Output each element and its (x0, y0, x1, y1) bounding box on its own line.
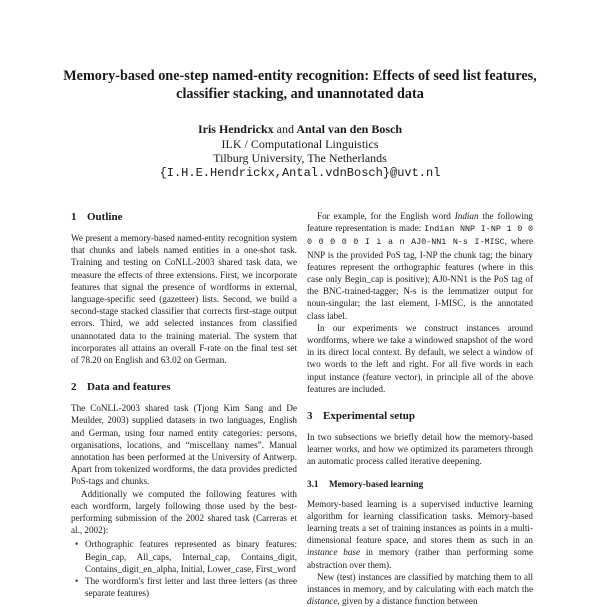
section-1-heading: 1 Outline (71, 211, 123, 223)
author-block (60, 122, 540, 180)
section-3-paragraph: In two subsections we briefly detail how the memory-based learner works, and how we optimized its parameters through an automatic process called iterative deepening. (307, 432, 533, 467)
section-3-heading: 3 Experimental setup (307, 410, 415, 423)
right-column (307, 210, 533, 607)
section-2-heading: 2 Data and features (71, 381, 171, 394)
author-and: and (276, 122, 294, 136)
affiliation-2: Tilburg University, The Netherlands (213, 151, 387, 165)
left-column (71, 210, 297, 599)
author-2: Antal van den Bosch (296, 122, 403, 136)
feature-bullet-2: • The wordform's first letter and last three letters (as three separate features) (85, 575, 297, 599)
author-email: {I.H.E.Hendrickx,Antal.vdnBosch}@uvt.nl (159, 165, 441, 180)
author-1: Iris Hendrickx (197, 122, 274, 136)
section-2-paragraph-1: The CoNLL-2003 shared task (Tjong Kim Sang and De Meulder, 2003) supplied datasets in two languages, English and German, using four named entity categories: persons, organisations, locations, and “miscellany names”. Manual annotation has been performed at the University of Antwerp. Apart from tokenized wordforms, the data provides predicted PoS-tags and chunks. (71, 403, 297, 487)
section-1-paragraph: We present a memory-based named-entity recognition system that chunks and labels named entities in a one-shot task. Training and testing on CoNLL-2003 shared task data, we measure the effects of three extensions. First, we incorporate features that signal the presence of wordforms in external, language-specific seed (gazetteer) lists. Second, we build a second-stage stacked classifier that corrects first-stage output errors. Third, we add selected instances from classified unannotated data to the training material. The system that incorporates all attains an overall F-rate on the final test set of 78.20 on English and 63.02 on German. (71, 233, 297, 366)
affiliation-1: ILK / Computational Linguistics (221, 136, 379, 151)
section-2-paragraph-2: Additionally we computed the following features with each wordform, largely following those used by the best-performing submission of the 2002 shared task (Carreras et al., 2002): (71, 488, 297, 536)
feature-list (71, 538, 297, 599)
example-paragraph: For example, for the English word Indian the following feature representation is made: Indian NNP I-NP 1 0 0 0 0 0 0 0 I i a n AJ0-NN1 N-s I-MISC, where NNP is the provided PoS tag, I-NP the chunk tag; the binary features represent the orthographic features (where in this case only Begin_cap is positive); AJ0-NN1 is the PoS tag of the BNC-trained-tagger; N-s is the lemmatizer output for noun-singular; the last element, I-MISC, is the annotated class label. (307, 211, 534, 321)
author-names (60, 122, 540, 137)
window-paragraph: In our experiments we construct instances around wordforms, where we take a windowed snapshot of the word in its direct local context. By default, we select a window of two words to the left and right. For all five words in each input instance (feature vector), in principle all of the above features are included. (307, 322, 533, 394)
feature-vector-example: Indian NNP I-NP 1 0 0 0 0 0 0 0 I i a n AJ0-NN1 N-s I-MISC (307, 224, 534, 248)
feature-bullet-1: • Orthographic features represented as binary features: Begin_cap, All_caps, Internal_cap, Contains_digit, Contains_digit_en_alpha, Initial, Lower_case, First_word (85, 538, 297, 575)
subsection-3-1-heading: 3.1 Memory-based learning (307, 478, 424, 489)
paper-title: Memory-based one-step named-entity recognition: Effects of seed list features, classifier stacking, and unannotated data (63, 68, 537, 102)
subsection-3-1-paragraph-2: New (test) instances are classified by matching them to all instances in memory, and by calculating with each match the distance, given by a distance function between (307, 571, 533, 607)
subsection-3-1-paragraph-1: Memory-based learning is a supervised inductive learning algorithm for learning classification tasks. Memory-based learning treats a set of training instances as points in a multi-dimensional feature space, and stores them as such in an instance base in memory (rather than performing some abstraction over them). (307, 498, 533, 570)
